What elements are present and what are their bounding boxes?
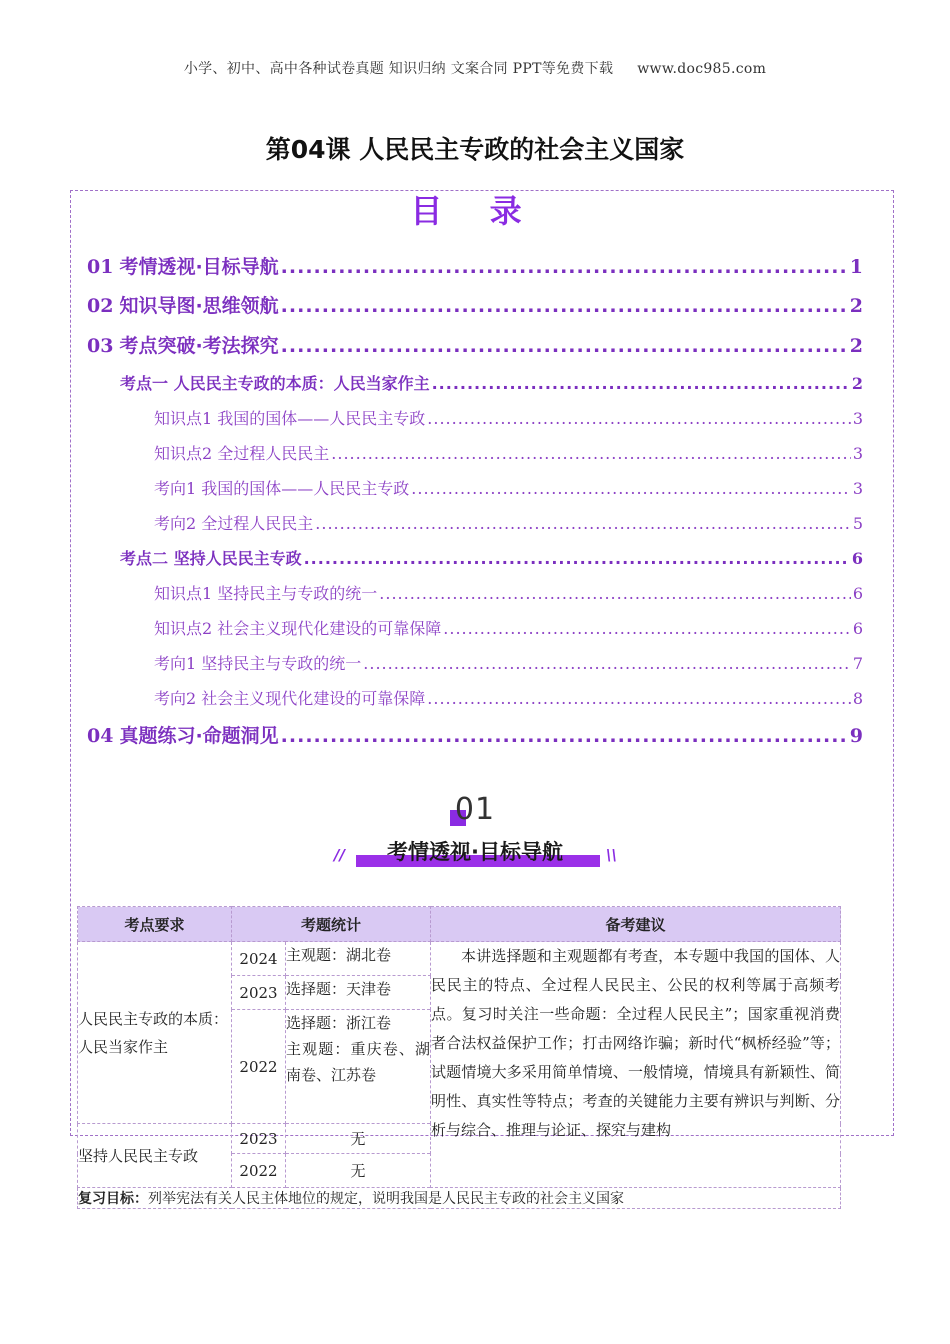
toc-entry-page: 8 [852, 689, 863, 708]
header-url[interactable]: www.doc985.com [637, 61, 767, 77]
toc-entry-page: 2 [849, 295, 863, 317]
section-number: 01 [454, 792, 496, 827]
toc-entry-page: 2 [851, 374, 863, 393]
year-cell: 2024 [232, 942, 286, 976]
toc-entry-title: 考点一 人民民主专政的本质：人民当家作主 [120, 374, 430, 393]
toc-entry-title: 考点突破·考法探究 [119, 335, 279, 357]
site-header [0, 58, 950, 78]
toc-entry-page: 6 [852, 584, 863, 603]
toc-entry-page: 7 [852, 654, 863, 673]
year-cell: 2022 [232, 1010, 286, 1124]
toc-entry-page: 6 [851, 549, 863, 568]
header-requirement: 考点要求 [78, 907, 232, 942]
question-cell [286, 1010, 431, 1124]
goal-label: 复习目标： [78, 1191, 148, 1207]
toc-entry-title: 考情透视·目标导航 [119, 256, 279, 278]
toc-entry-kaoxiang-2-1[interactable] [154, 651, 863, 674]
header-advice: 备考建议 [431, 907, 841, 942]
toc-entry-kaoxiang-1-1[interactable] [154, 476, 863, 499]
toc-entry-01[interactable] [87, 252, 863, 279]
toc-entry-page: 3 [852, 479, 863, 498]
question-cell: 选择题：天津卷 [286, 976, 431, 1010]
toc-entry-zhishidian-2-1[interactable] [154, 581, 863, 604]
toc-entry-page: 3 [852, 444, 863, 463]
toc-entry-number: 03 [87, 335, 114, 357]
toc-entry-title: 知识点1 我国的国体——人民民主专政 [154, 409, 426, 428]
toc-entry-kaodian-1[interactable] [120, 371, 863, 394]
question-cell: 无 [286, 1124, 431, 1154]
requirement-cell: 人民民主专政的本质：人民当家作主 [78, 942, 232, 1124]
toc-entry-title: 知识导图·思维领航 [119, 295, 279, 317]
advice-cell: 本讲选择题和主观题都有考查，本专题中我国的国体、人民民主的特点、全过程人民民主、公民的权利等属于高频考点。复习时关注一些命题：全过程人民民主”；国家重视消费者合法权益保护工作；打击网络诈骗；新时代“枫桥经验”等；试题情境大多采用简单情境、一般情境，情境具有新颖性、简明性、真实性等特点；考查的关键能力主要有辨识与判断、分析与综合、推理与论证、探究与建构 [431, 942, 841, 1188]
toc-entry-kaoxiang-2-2[interactable] [154, 686, 863, 709]
header-text: 小学、初中、高中各种试卷真题 知识归纳 文案合同 PPT等免费下载 [183, 61, 614, 77]
toc-entry-page: 1 [849, 256, 863, 278]
toc-entry-zhishidian-1-1[interactable] [154, 406, 863, 429]
toc-entry-title: 真题练习·命题洞见 [119, 725, 279, 747]
toc-entry-title: 知识点2 社会主义现代化建设的可靠保障 [154, 619, 442, 638]
banner-slash-left: // [334, 846, 345, 864]
toc-entry-page: 3 [852, 409, 863, 428]
question-line: 主观题：重庆卷、湖南卷、江苏卷 [286, 1040, 431, 1084]
toc-entry-title: 考点二 坚持人民民主专政 [120, 549, 302, 568]
toc-entry-03[interactable] [87, 331, 863, 358]
toc-entry-04[interactable] [87, 721, 863, 748]
year-cell: 2023 [232, 1124, 286, 1154]
toc-entry-02[interactable] [87, 291, 863, 318]
toc-heading: 目 录 [410, 192, 540, 230]
goal-text: 列举宪法有关人民主体地位的规定，说明我国是人民民主专政的社会主义国家 [148, 1191, 624, 1207]
toc-entry-number: 01 [87, 256, 114, 278]
requirement-cell: 坚持人民民主专政 [78, 1124, 232, 1188]
toc-entry-title: 考向1 我国的国体——人民民主专政 [154, 479, 410, 498]
toc-entry-zhishidian-1-2[interactable] [154, 441, 863, 464]
table-header-row [78, 907, 841, 942]
question-cell: 无 [286, 1154, 431, 1188]
toc-entry-number: 02 [87, 295, 114, 317]
table-row [78, 942, 841, 976]
toc-entry-title: 考向1 坚持民主与专政的统一 [154, 654, 362, 673]
toc-entry-title: 知识点2 全过程人民民主 [154, 444, 330, 463]
toc-entry-kaoxiang-1-2[interactable] [154, 511, 863, 534]
question-line: 选择题：浙江卷 [286, 1014, 392, 1032]
lesson-title: 第04课 人民民主专政的社会主义国家 [265, 135, 685, 164]
toc-entry-kaodian-2[interactable] [120, 546, 863, 569]
question-cell: 主观题：湖北卷 [286, 942, 431, 976]
goal-row [78, 1188, 841, 1209]
toc-entry-title: 知识点1 坚持民主与专政的统一 [154, 584, 378, 603]
header-statistics: 考题统计 [232, 907, 431, 942]
section-title: 考情透视·目标导航 [387, 840, 563, 864]
goal-cell [78, 1188, 841, 1209]
banner-slash-right: \\ [606, 846, 617, 864]
year-cell: 2022 [232, 1154, 286, 1188]
toc-entry-page: 6 [852, 619, 863, 638]
toc-entry-zhishidian-2-2[interactable] [154, 616, 863, 639]
toc-entry-page: 5 [852, 514, 863, 533]
toc-entry-title: 考向2 社会主义现代化建设的可靠保障 [154, 689, 426, 708]
toc-entry-page: 9 [849, 725, 863, 747]
toc-entry-page: 2 [849, 335, 863, 357]
year-cell: 2023 [232, 976, 286, 1010]
toc-entry-title: 考向2 全过程人民民主 [154, 514, 314, 533]
toc-entry-number: 04 [87, 725, 114, 747]
exam-analysis-table [77, 906, 841, 1209]
